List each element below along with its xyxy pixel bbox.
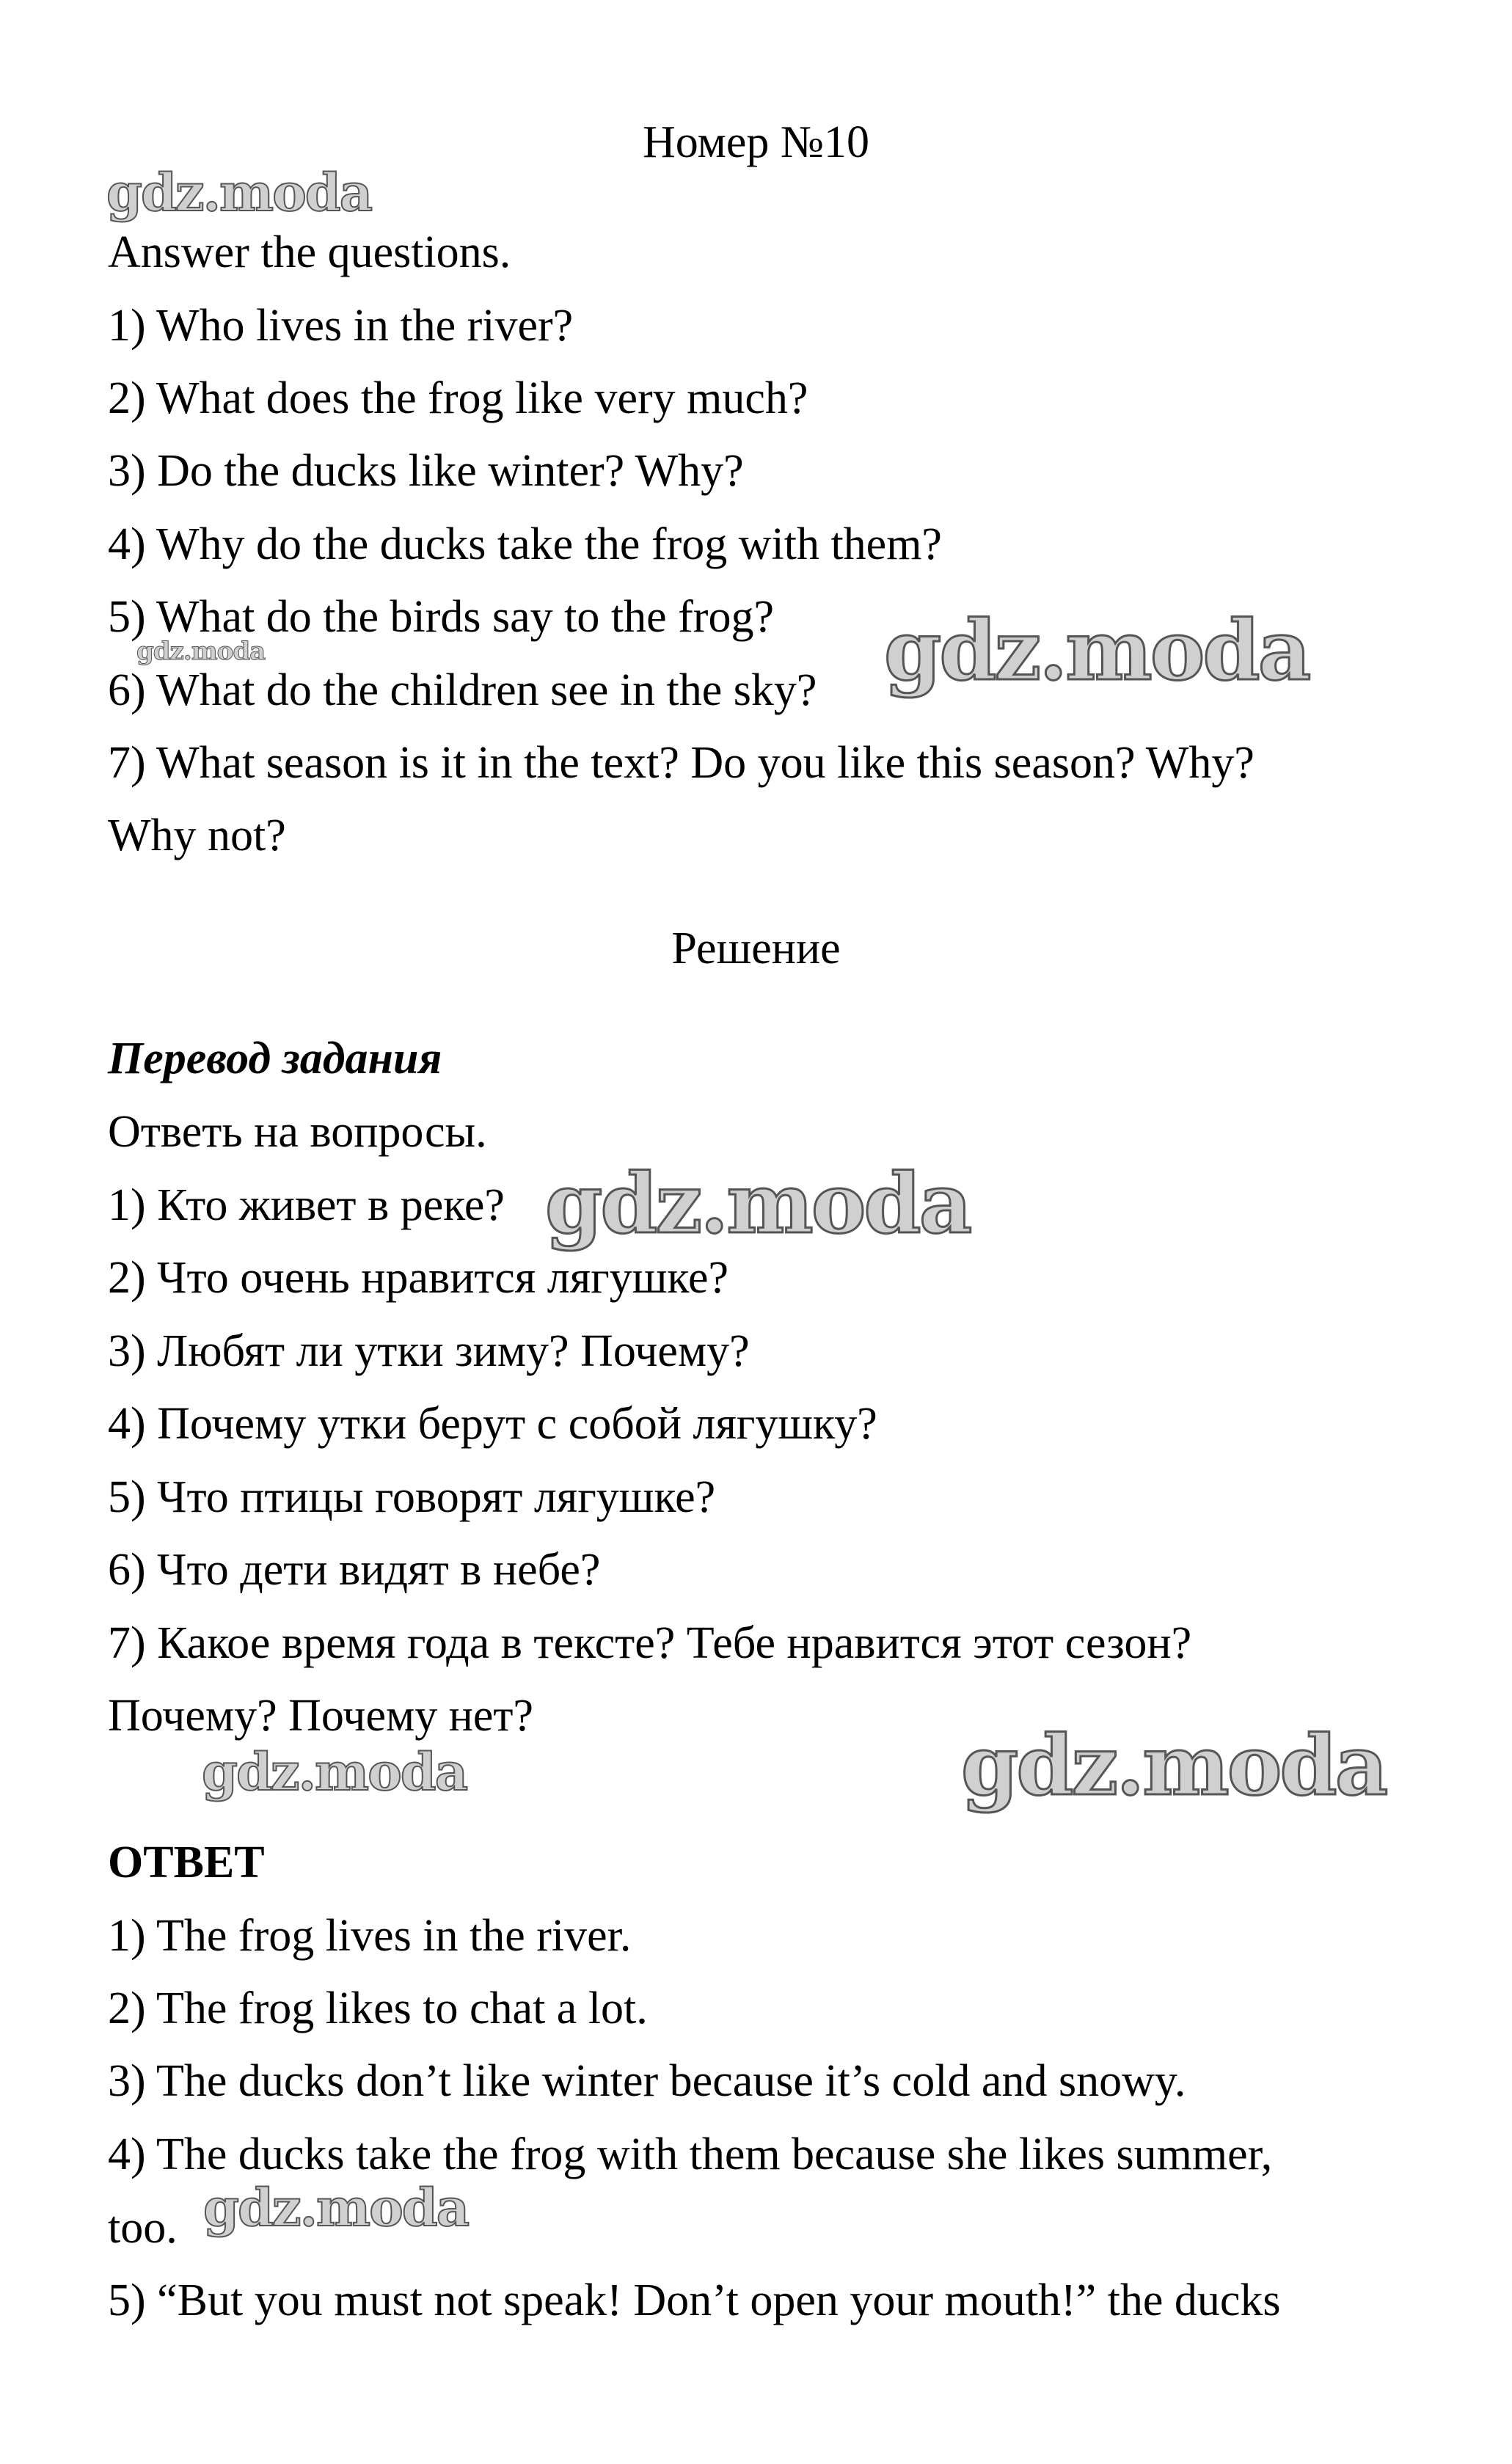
translation-line: 7) Какое время года в тексте? Тебе нравится этот сезон?	[108, 1618, 1192, 1668]
answer-line: 1) The frog lives in the river.	[108, 1911, 632, 1961]
translation-line: 3) Любят ли утки зиму? Почему?	[108, 1326, 750, 1376]
answer-heading: ОТВЕТ	[108, 1838, 265, 1887]
task-question: 4) Why do the ducks take the frog with them?	[108, 519, 942, 569]
translation-line: 4) Почему утки берут с собой лягушку?	[108, 1399, 877, 1449]
watermark: gdz.moda	[136, 637, 266, 666]
answer-line: 2) The frog likes to chat a lot.	[108, 1984, 648, 2033]
translation-line: 5) Что птицы говорят лягушке?	[108, 1472, 716, 1522]
answer-line: 5) “But you must not speak! Don’t open your mouth!” the ducks	[108, 2275, 1281, 2325]
task-question: 1) Who lives in the river?	[108, 301, 574, 351]
watermark: gdz.moda	[202, 1741, 467, 1802]
watermark: gdz.moda	[961, 1718, 1387, 1814]
solution-heading: Решение	[671, 924, 841, 973]
answer-line: 4) The ducks take the frog with them because she likes summer,	[108, 2130, 1273, 2179]
translation-intro: Ответь на вопросы.	[108, 1107, 487, 1157]
task-question: 2) What does the frog like very much?	[108, 373, 808, 423]
watermark: gdz.moda	[106, 162, 372, 223]
task-question: 5) What do the birds say to the frog?	[108, 592, 774, 642]
translation-line: 2) Что очень нравится лягушке?	[108, 1253, 729, 1303]
translation-line: 6) Что дети видят в небе?	[108, 1545, 601, 1595]
watermark: gdz.moda	[203, 2177, 469, 2238]
answer-line: too.	[108, 2203, 178, 2253]
answer-line: 3) The ducks don’t like winter because it’s cold and snowy.	[108, 2056, 1186, 2106]
task-question: 3) Do the ducks like winter? Why?	[108, 446, 744, 496]
task-question: 6) What do the children see in the sky?	[108, 665, 817, 715]
translation-line: Почему? Почему нет?	[108, 1691, 534, 1741]
task-question: Why not?	[108, 811, 286, 860]
watermark: gdz.moda	[545, 1156, 971, 1252]
watermark: gdz.moda	[884, 603, 1310, 699]
task-heading: Answer the questions.	[108, 227, 511, 277]
translation-line: 1) Кто живет в реке?	[108, 1180, 505, 1230]
page-title: Номер №10	[642, 117, 869, 167]
task-question: 7) What season is it in the text? Do you like this season? Why?	[108, 738, 1254, 788]
translation-heading: Перевод задания	[108, 1034, 442, 1083]
